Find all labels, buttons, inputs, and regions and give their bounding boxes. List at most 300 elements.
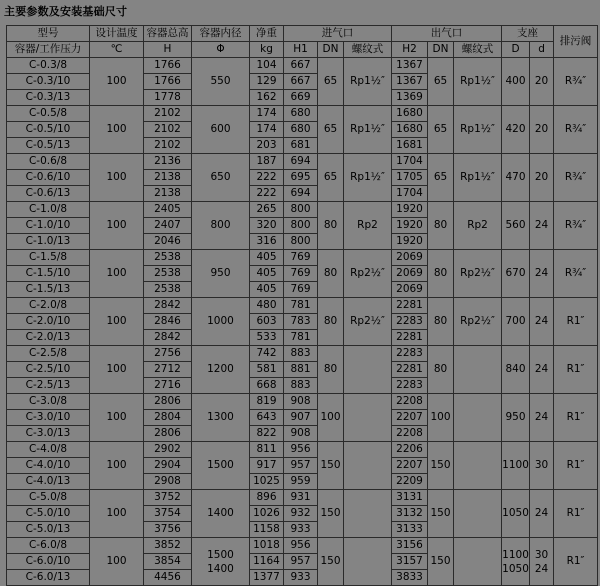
model-cell: C-2.5/10 — [7, 362, 90, 378]
table-row — [7, 202, 598, 218]
outlet-h2-cell: 1920 — [392, 218, 428, 234]
inlet-h1-cell: 800 — [284, 234, 318, 250]
height-cell: 2136 — [144, 154, 192, 170]
weight-cell: 603 — [250, 314, 284, 330]
outlet-thread-cell — [454, 394, 502, 442]
support-D-cell: 1050 — [502, 490, 530, 538]
model-cell: C-0.6/8 — [7, 154, 90, 170]
height-cell: 2712 — [144, 362, 192, 378]
inlet-h1-cell: 769 — [284, 250, 318, 266]
outlet-thread-cell: Rp2 — [454, 202, 502, 250]
inlet-h1-cell: 957 — [284, 554, 318, 570]
subheader-cell: D — [502, 42, 530, 58]
inlet-h1-cell: 695 — [284, 170, 318, 186]
inlet-h1-cell: 680 — [284, 122, 318, 138]
outlet-h2-cell: 2283 — [392, 378, 428, 394]
valve-cell: R1″ — [554, 490, 598, 538]
model-cell: C-1.0/10 — [7, 218, 90, 234]
height-cell: 3852 — [144, 538, 192, 554]
outlet-thread-cell — [454, 490, 502, 538]
model-cell: C-6.0/13 — [7, 570, 90, 586]
outlet-h2-cell: 3157 — [392, 554, 428, 570]
model-cell: C-0.5/10 — [7, 122, 90, 138]
temp-cell: 100 — [90, 538, 144, 586]
inlet-h1-cell: 881 — [284, 362, 318, 378]
valve-cell: R¾″ — [554, 58, 598, 106]
header-row-1 — [7, 26, 598, 42]
inlet-thread-cell — [344, 538, 392, 586]
model-cell: C-5.0/10 — [7, 506, 90, 522]
subheader-cell: DN — [318, 42, 344, 58]
weight-cell: 1158 — [250, 522, 284, 538]
inlet-dn-cell: 65 — [318, 154, 344, 202]
inlet-h1-cell: 669 — [284, 90, 318, 106]
col-weight-header: 净重 — [250, 26, 284, 42]
height-cell: 4456 — [144, 570, 192, 586]
inlet-dn-cell: 150 — [318, 538, 344, 586]
table-row — [7, 490, 598, 506]
outlet-dn-cell: 65 — [428, 58, 454, 106]
height-cell: 2407 — [144, 218, 192, 234]
outlet-h2-cell: 2283 — [392, 314, 428, 330]
diameter-cell: 1500 1400 — [192, 538, 250, 586]
inlet-h1-cell: 781 — [284, 330, 318, 346]
outlet-h2-cell: 2208 — [392, 426, 428, 442]
temp-cell: 100 — [90, 442, 144, 490]
diameter-cell: 1200 — [192, 346, 250, 394]
table-row — [7, 442, 598, 458]
table-row — [7, 538, 598, 554]
diameter-cell: 950 — [192, 250, 250, 298]
outlet-h2-cell: 2209 — [392, 474, 428, 490]
subheader-cell: H1 — [284, 42, 318, 58]
col-valve-header: 排污阀 — [554, 26, 598, 58]
outlet-h2-cell: 3131 — [392, 490, 428, 506]
inlet-thread-cell: Rp1½″ — [344, 154, 392, 202]
outlet-h2-cell: 1920 — [392, 202, 428, 218]
weight-cell: 896 — [250, 490, 284, 506]
subheader-cell: H — [144, 42, 192, 58]
temp-cell: 100 — [90, 250, 144, 298]
valve-cell: R¾″ — [554, 154, 598, 202]
weight-cell: 480 — [250, 298, 284, 314]
height-cell: 2538 — [144, 250, 192, 266]
outlet-dn-cell: 80 — [428, 202, 454, 250]
height-cell: 1766 — [144, 74, 192, 90]
inlet-h1-cell: 667 — [284, 58, 318, 74]
diameter-cell: 650 — [192, 154, 250, 202]
weight-cell: 742 — [250, 346, 284, 362]
height-cell: 2842 — [144, 330, 192, 346]
model-cell: C-2.0/10 — [7, 314, 90, 330]
temp-cell: 100 — [90, 58, 144, 106]
header-row-2 — [7, 42, 598, 58]
subheader-cell: 螺纹式 — [344, 42, 392, 58]
outlet-thread-cell — [454, 442, 502, 490]
support-d-cell: 24 — [530, 394, 554, 442]
outlet-thread-cell: Rp1½″ — [454, 58, 502, 106]
outlet-dn-cell: 150 — [428, 490, 454, 538]
height-cell: 2902 — [144, 442, 192, 458]
weight-cell: 819 — [250, 394, 284, 410]
inlet-dn-cell: 80 — [318, 250, 344, 298]
diameter-cell: 1400 — [192, 490, 250, 538]
support-D-cell: 1100 — [502, 442, 530, 490]
inlet-dn-cell: 65 — [318, 106, 344, 154]
weight-cell: 643 — [250, 410, 284, 426]
inlet-thread-cell — [344, 394, 392, 442]
temp-cell: 100 — [90, 106, 144, 154]
model-cell: C-0.5/13 — [7, 138, 90, 154]
weight-cell: 1025 — [250, 474, 284, 490]
valve-cell: R1″ — [554, 394, 598, 442]
height-cell: 2904 — [144, 458, 192, 474]
subheader-cell: ℃ — [90, 42, 144, 58]
outlet-h2-cell: 1705 — [392, 170, 428, 186]
weight-cell: 533 — [250, 330, 284, 346]
outlet-h2-cell: 1367 — [392, 74, 428, 90]
temp-cell: 100 — [90, 346, 144, 394]
inlet-h1-cell: 931 — [284, 490, 318, 506]
support-d-cell: 30 — [530, 442, 554, 490]
inlet-h1-cell: 957 — [284, 458, 318, 474]
outlet-thread-cell: Rp2½″ — [454, 298, 502, 346]
outlet-thread-cell: Rp1½″ — [454, 154, 502, 202]
support-d-cell: 24 — [530, 202, 554, 250]
outlet-dn-cell: 150 — [428, 442, 454, 490]
height-cell: 2716 — [144, 378, 192, 394]
model-cell: C-0.5/8 — [7, 106, 90, 122]
support-D-cell: 420 — [502, 106, 530, 154]
spec-table — [6, 25, 598, 586]
weight-cell: 174 — [250, 106, 284, 122]
inlet-h1-cell: 956 — [284, 538, 318, 554]
weight-cell: 1026 — [250, 506, 284, 522]
weight-cell: 162 — [250, 90, 284, 106]
inlet-h1-cell: 907 — [284, 410, 318, 426]
diameter-cell: 800 — [192, 202, 250, 250]
outlet-h2-cell: 2069 — [392, 266, 428, 282]
outlet-h2-cell: 2069 — [392, 250, 428, 266]
height-cell: 2806 — [144, 426, 192, 442]
outlet-dn-cell: 65 — [428, 106, 454, 154]
outlet-h2-cell: 1680 — [392, 106, 428, 122]
inlet-dn-cell: 80 — [318, 346, 344, 394]
weight-cell: 405 — [250, 250, 284, 266]
support-d-cell: 24 — [530, 346, 554, 394]
model-cell: C-1.0/8 — [7, 202, 90, 218]
support-d-cell: 20 — [530, 106, 554, 154]
outlet-h2-cell: 1369 — [392, 90, 428, 106]
inlet-h1-cell: 667 — [284, 74, 318, 90]
temp-cell: 100 — [90, 490, 144, 538]
support-D-cell: 840 — [502, 346, 530, 394]
weight-cell: 1377 — [250, 570, 284, 586]
inlet-h1-cell: 800 — [284, 218, 318, 234]
inlet-h1-cell: 883 — [284, 378, 318, 394]
outlet-h2-cell: 1704 — [392, 154, 428, 170]
inlet-dn-cell: 80 — [318, 298, 344, 346]
model-cell: C-2.5/13 — [7, 378, 90, 394]
inlet-h1-cell: 959 — [284, 474, 318, 490]
outlet-h2-cell: 2283 — [392, 346, 428, 362]
subheader-cell: d — [530, 42, 554, 58]
model-cell: C-2.0/8 — [7, 298, 90, 314]
outlet-h2-cell: 3132 — [392, 506, 428, 522]
weight-cell: 1164 — [250, 554, 284, 570]
outlet-thread-cell — [454, 538, 502, 586]
col-diameter-header: 容器内径 — [192, 26, 250, 42]
table-row — [7, 58, 598, 74]
valve-cell: R1″ — [554, 538, 598, 586]
inlet-h1-cell: 769 — [284, 266, 318, 282]
height-cell: 2405 — [144, 202, 192, 218]
inlet-h1-cell: 681 — [284, 138, 318, 154]
diameter-cell: 1500 — [192, 442, 250, 490]
model-cell: C-3.0/13 — [7, 426, 90, 442]
model-cell: C-2.0/13 — [7, 330, 90, 346]
model-cell: C-1.5/10 — [7, 266, 90, 282]
model-cell: C-3.0/8 — [7, 394, 90, 410]
support-d-cell: 30 24 — [530, 538, 554, 586]
model-cell: C-0.3/8 — [7, 58, 90, 74]
inlet-dn-cell: 150 — [318, 442, 344, 490]
outlet-h2-cell: 1680 — [392, 122, 428, 138]
support-d-cell: 20 — [530, 58, 554, 106]
weight-cell: 405 — [250, 266, 284, 282]
inlet-thread-cell — [344, 490, 392, 538]
height-cell: 1766 — [144, 58, 192, 74]
outlet-h2-cell: 2207 — [392, 458, 428, 474]
model-cell: C-4.0/10 — [7, 458, 90, 474]
subheader-cell: Φ — [192, 42, 250, 58]
table-row — [7, 394, 598, 410]
outlet-h2-cell: 2069 — [392, 282, 428, 298]
outlet-dn-cell: 80 — [428, 346, 454, 394]
outlet-h2-cell: 1367 — [392, 58, 428, 74]
weight-cell: 1018 — [250, 538, 284, 554]
height-cell: 2046 — [144, 234, 192, 250]
height-cell: 2804 — [144, 410, 192, 426]
height-cell: 2138 — [144, 170, 192, 186]
outlet-h2-cell: 2281 — [392, 362, 428, 378]
diameter-cell: 1300 — [192, 394, 250, 442]
inlet-dn-cell: 100 — [318, 394, 344, 442]
col-height-header: 容器总高 — [144, 26, 192, 42]
height-cell: 2102 — [144, 122, 192, 138]
weight-cell: 668 — [250, 378, 284, 394]
height-cell: 2842 — [144, 298, 192, 314]
model-cell: C-0.3/13 — [7, 90, 90, 106]
section-title: 主要参数及安装基础尺寸 — [4, 5, 128, 18]
col-outlet-header: 出气口 — [392, 26, 502, 42]
outlet-h2-cell: 3156 — [392, 538, 428, 554]
support-D-cell: 670 — [502, 250, 530, 298]
inlet-h1-cell: 908 — [284, 394, 318, 410]
weight-cell: 917 — [250, 458, 284, 474]
weight-cell: 222 — [250, 170, 284, 186]
valve-cell: R¾″ — [554, 202, 598, 250]
model-cell: C-1.5/8 — [7, 250, 90, 266]
inlet-h1-cell: 694 — [284, 154, 318, 170]
weight-cell: 316 — [250, 234, 284, 250]
subheader-cell: H2 — [392, 42, 428, 58]
weight-cell: 104 — [250, 58, 284, 74]
diameter-cell: 600 — [192, 106, 250, 154]
valve-cell: R1″ — [554, 346, 598, 394]
support-d-cell: 24 — [530, 250, 554, 298]
subheader-cell: kg — [250, 42, 284, 58]
outlet-dn-cell: 80 — [428, 298, 454, 346]
inlet-h1-cell: 883 — [284, 346, 318, 362]
table-row — [7, 106, 598, 122]
outlet-dn-cell: 65 — [428, 154, 454, 202]
height-cell: 3754 — [144, 506, 192, 522]
weight-cell: 203 — [250, 138, 284, 154]
inlet-h1-cell: 933 — [284, 522, 318, 538]
height-cell: 3854 — [144, 554, 192, 570]
height-cell: 2806 — [144, 394, 192, 410]
temp-cell: 100 — [90, 202, 144, 250]
col-support-header: 支座 — [502, 26, 554, 42]
support-D-cell: 470 — [502, 154, 530, 202]
diameter-cell: 1000 — [192, 298, 250, 346]
outlet-dn-cell: 80 — [428, 250, 454, 298]
weight-cell: 405 — [250, 282, 284, 298]
model-cell: C-4.0/13 — [7, 474, 90, 490]
inlet-dn-cell: 80 — [318, 202, 344, 250]
outlet-h2-cell: 2281 — [392, 330, 428, 346]
inlet-h1-cell: 908 — [284, 426, 318, 442]
inlet-h1-cell: 694 — [284, 186, 318, 202]
support-d-cell: 20 — [530, 154, 554, 202]
outlet-h2-cell: 2206 — [392, 442, 428, 458]
valve-cell: R1″ — [554, 442, 598, 490]
height-cell: 3752 — [144, 490, 192, 506]
support-D-cell: 950 — [502, 394, 530, 442]
model-cell: C-0.6/10 — [7, 170, 90, 186]
outlet-dn-cell: 100 — [428, 394, 454, 442]
outlet-h2-cell: 3833 — [392, 570, 428, 586]
model-cell: C-5.0/13 — [7, 522, 90, 538]
outlet-thread-cell: Rp2½″ — [454, 250, 502, 298]
support-d-cell: 24 — [530, 490, 554, 538]
model-cell: C-0.6/13 — [7, 186, 90, 202]
table-row — [7, 250, 598, 266]
support-D-cell: 1100 1050 — [502, 538, 530, 586]
height-cell: 1778 — [144, 90, 192, 106]
valve-cell: R¾″ — [554, 106, 598, 154]
temp-cell: 100 — [90, 154, 144, 202]
weight-cell: 129 — [250, 74, 284, 90]
table-row — [7, 154, 598, 170]
weight-cell: 265 — [250, 202, 284, 218]
inlet-thread-cell — [344, 346, 392, 394]
inlet-h1-cell: 783 — [284, 314, 318, 330]
weight-cell: 581 — [250, 362, 284, 378]
inlet-thread-cell: Rp2½″ — [344, 298, 392, 346]
outlet-h2-cell: 2281 — [392, 298, 428, 314]
outlet-dn-cell: 150 — [428, 538, 454, 586]
inlet-h1-cell: 781 — [284, 298, 318, 314]
outlet-thread-cell — [454, 346, 502, 394]
inlet-dn-cell: 65 — [318, 58, 344, 106]
inlet-h1-cell: 956 — [284, 442, 318, 458]
table-row — [7, 298, 598, 314]
col-temp-header: 设计温度 — [90, 26, 144, 42]
outlet-thread-cell: Rp1½″ — [454, 106, 502, 154]
height-cell: 2538 — [144, 282, 192, 298]
inlet-h1-cell: 800 — [284, 202, 318, 218]
model-cell: C-4.0/8 — [7, 442, 90, 458]
model-cell: C-2.5/8 — [7, 346, 90, 362]
height-cell: 2138 — [144, 186, 192, 202]
height-cell: 2908 — [144, 474, 192, 490]
valve-cell: R1″ — [554, 298, 598, 346]
subheader-cell: DN — [428, 42, 454, 58]
inlet-dn-cell: 150 — [318, 490, 344, 538]
inlet-h1-cell: 769 — [284, 282, 318, 298]
support-D-cell: 400 — [502, 58, 530, 106]
col-model-header: 型号 — [7, 26, 90, 42]
inlet-h1-cell: 680 — [284, 106, 318, 122]
inlet-h1-cell: 932 — [284, 506, 318, 522]
outlet-h2-cell: 3133 — [392, 522, 428, 538]
model-cell: C-1.0/13 — [7, 234, 90, 250]
diameter-cell: 550 — [192, 58, 250, 106]
temp-cell: 100 — [90, 394, 144, 442]
outlet-h2-cell: 1704 — [392, 186, 428, 202]
inlet-thread-cell: Rp2 — [344, 202, 392, 250]
inlet-h1-cell: 933 — [284, 570, 318, 586]
weight-cell: 811 — [250, 442, 284, 458]
weight-cell: 320 — [250, 218, 284, 234]
temp-cell: 100 — [90, 298, 144, 346]
weight-cell: 187 — [250, 154, 284, 170]
weight-cell: 174 — [250, 122, 284, 138]
weight-cell: 822 — [250, 426, 284, 442]
height-cell: 2102 — [144, 106, 192, 122]
model-cell: C-5.0/8 — [7, 490, 90, 506]
height-cell: 2102 — [144, 138, 192, 154]
outlet-h2-cell: 1681 — [392, 138, 428, 154]
outlet-h2-cell: 2207 — [392, 410, 428, 426]
inlet-thread-cell: Rp1½″ — [344, 106, 392, 154]
subheader-cell: 螺纹式 — [454, 42, 502, 58]
height-cell: 2846 — [144, 314, 192, 330]
height-cell: 3756 — [144, 522, 192, 538]
model-cell: C-6.0/10 — [7, 554, 90, 570]
support-d-cell: 24 — [530, 298, 554, 346]
valve-cell: R¾″ — [554, 250, 598, 298]
support-D-cell: 700 — [502, 298, 530, 346]
weight-cell: 222 — [250, 186, 284, 202]
inlet-thread-cell — [344, 442, 392, 490]
table-row — [7, 346, 598, 362]
subheader-cell: 容器/工作压力 — [7, 42, 90, 58]
inlet-thread-cell: Rp2½″ — [344, 250, 392, 298]
outlet-h2-cell: 2208 — [392, 394, 428, 410]
model-cell: C-6.0/8 — [7, 538, 90, 554]
model-cell: C-1.5/13 — [7, 282, 90, 298]
table-body — [7, 58, 598, 586]
col-inlet-header: 进气口 — [284, 26, 392, 42]
height-cell: 2538 — [144, 266, 192, 282]
model-cell: C-0.3/10 — [7, 74, 90, 90]
inlet-thread-cell: Rp1½″ — [344, 58, 392, 106]
model-cell: C-3.0/10 — [7, 410, 90, 426]
height-cell: 2756 — [144, 346, 192, 362]
